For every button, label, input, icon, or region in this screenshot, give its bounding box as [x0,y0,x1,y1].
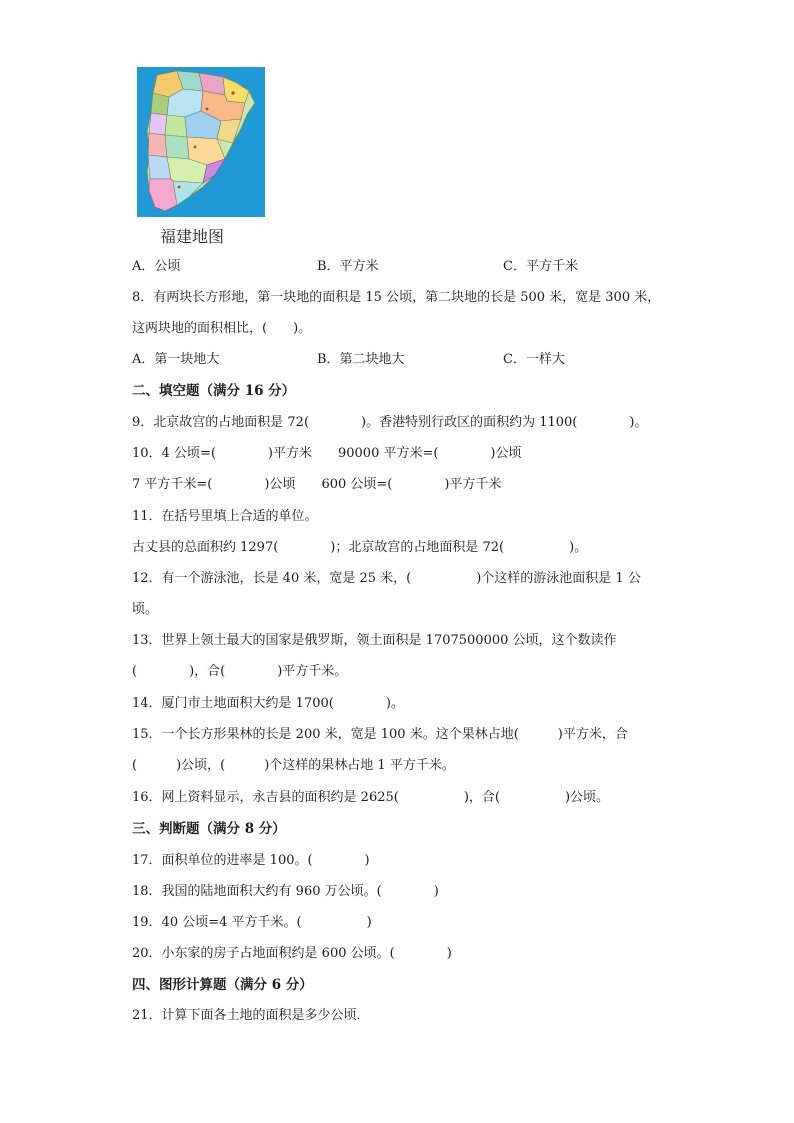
fujian-map-graphic [137,67,265,217]
q11-line-2: 古丈县的总面积约 1297( )；北京故宫的占地面积是 72( )。 [132,540,588,555]
fujian-map-image [137,67,265,217]
q11-line-1: 11．在括号里填上合适的单位。 [132,509,318,524]
q8-line-2: 这两块地的面积相比，( )。 [132,321,312,336]
q10-line-2: 7 平方千米=( )公顷 600 公顷=( )平方千米 [132,477,502,492]
q8-option-c: C．一样大 [503,352,565,367]
q7-option-c: C．平方千米 [503,259,578,274]
q15-line-2: ( )公顷，( )个这样的果林占地 1 平方千米。 [132,758,455,773]
q17-line: 17．面积单位的进率是 100。( ) [132,853,370,868]
section-calc-heading: 四、图形计算题（满分 6 分） [132,977,313,993]
q13-line-2: ( )，合( )平方千米。 [132,664,348,679]
q8-option-a: A．第一块地大 [132,352,220,367]
q12-line-2: 顷。 [132,602,159,617]
q12-line-1: 12．有一个游泳池，长是 40 米，宽是 25 米，( )个这样的游泳池面积是 1 公 [132,571,641,586]
q19-line: 19．40 公顷=4 平方千米。( ) [132,915,372,930]
map-caption: 福建地图 [160,227,225,246]
q10-line-1: 10．4 公顷=( )平方米 90000 平方米=( )公顷 [132,446,522,461]
q8-option-b: B．第二块地大 [317,352,405,367]
q8-line-1: 8．有两块长方形地，第一块地的面积是 15 公顷，第二块地的长是 500 米，宽是 300 米， [132,290,661,305]
section-judge-heading: 三、判断题（满分 8 分） [132,821,286,837]
q14-line: 14．厦门市土地面积大约是 1700( )。 [132,696,404,711]
q18-line: 18．我国的陆地面积大约有 960 万公顷。( ) [132,884,439,899]
q7-option-a: A．公顷 [132,259,181,274]
q13-line-1: 13．世界上领土最大的国家是俄罗斯，领土面积是 1707500000 公顷，这个数读作 [132,633,617,648]
q21-line: 21．计算下面各土地的面积是多少公顷． [132,1008,370,1023]
q15-line-1: 15．一个长方形果林的长是 200 米，宽是 100 米。这个果林占地( )平方米，合 [132,727,628,742]
q16-line: 16．网上资料显示，永吉县的面积约是 2625( )，合( )公顷。 [132,790,610,805]
section-fill-heading: 二、填空题（满分 16 分） [132,383,296,399]
q20-line: 20．小东家的房子占地面积约是 600 公顷。( ) [132,946,452,961]
q9-line: 9．北京故宫的占地面积是 72( )。香港特别行政区的面积约为 1100( )。 [132,415,648,430]
q7-option-b: B．平方米 [317,259,379,274]
